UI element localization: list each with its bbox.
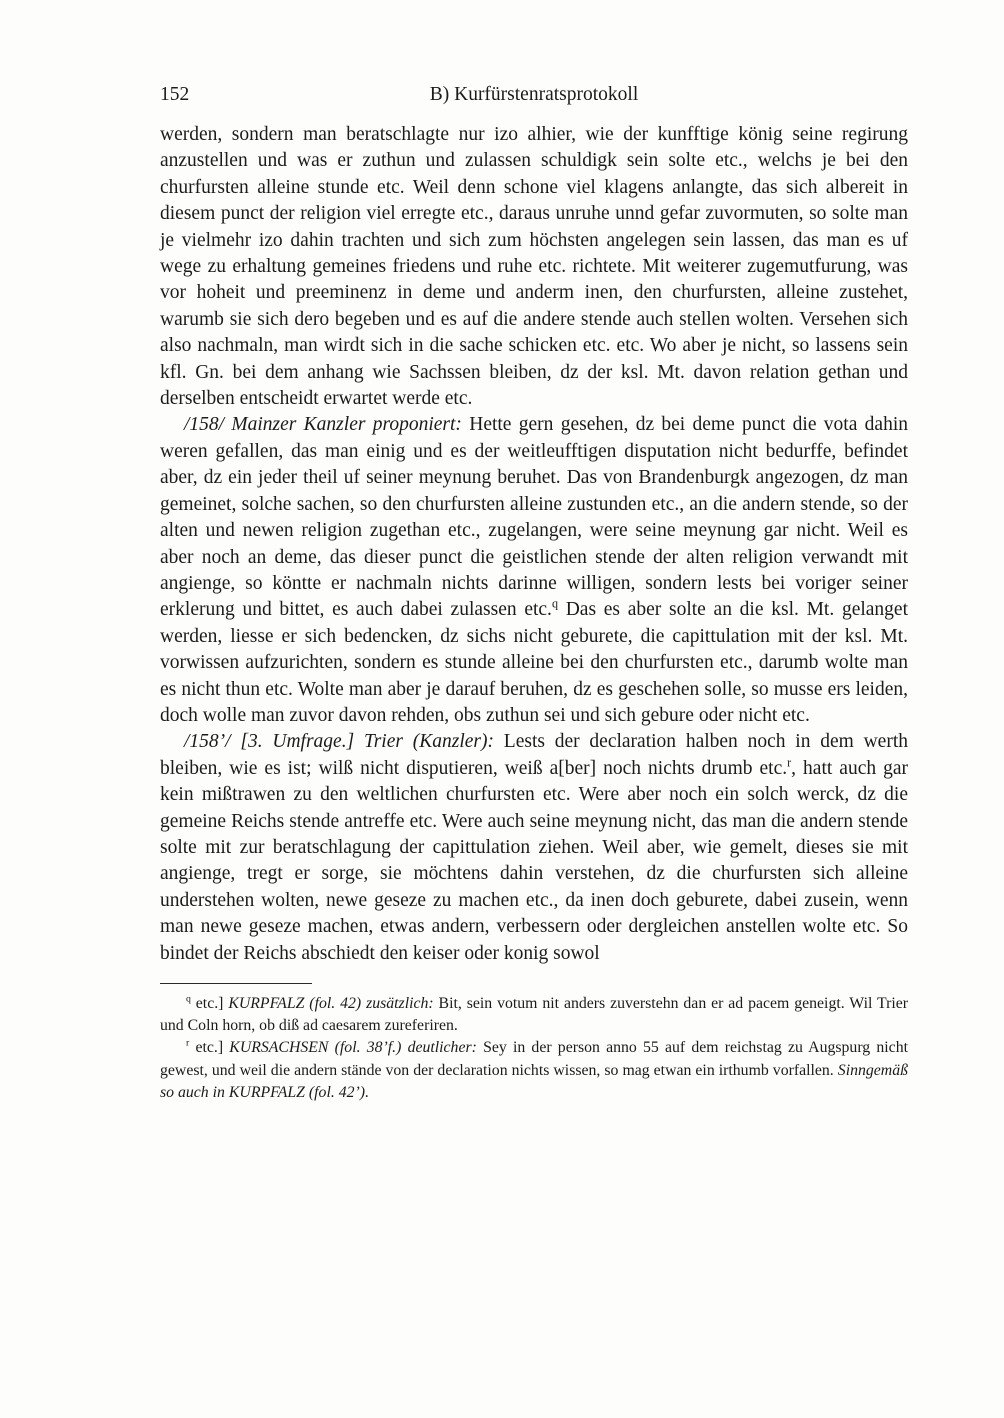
footnote-marker: r [787, 755, 792, 770]
text-segment: Sinngemäß so auch in KURPFALZ (fol. 42’). [160, 1061, 908, 1101]
footnote-marker: q [186, 993, 191, 1005]
text-segment: Das es aber solte an die ksl. Mt. gelanget werden, liesse er sich bedencken, dz sichs nicht geburete, die capittulation mit der ksl. Mt. vorwissen aufzurichten, sondern es stunde alleine bei den churfursten etc., darumb wolte man es nicht thun etc. Wolte man aber je darauf beruhen, dz es geschehen solle, so musse ers leiden, doch wolle man zuvor davon rehden, obs zuthun sei und sich gebure oder nicht etc. [160, 599, 908, 726]
text-segment: KURPFALZ (fol. 42) zusätzlich: [228, 995, 434, 1012]
footnote-marker: r [186, 1038, 190, 1050]
footnote-separator [160, 983, 312, 984]
text-segment: KURSACHSEN (fol. 38’f.) deutlicher: [229, 1039, 477, 1057]
text-segment: Sey in der person anno 55 auf dem reichstag zu Augspurg nicht gewest, und weil die andern stände von der declaration nichts wissen, so mag etwan ein irthumb vorfallen. [160, 1039, 908, 1079]
running-head: B) Kurfürstenratsprotokoll [429, 84, 639, 105]
text-segment: Lests der declaration halben noch in dem werth bleiben, wie es ist; wilß nicht disputieren, weiß a[ber] noch nichts drumb etc. [160, 731, 909, 779]
body-text [160, 122, 908, 967]
text-segment: /158/ Mainzer Kanzler proponiert: [184, 414, 462, 436]
page-number: 152 [160, 84, 190, 105]
footnote-r [160, 1037, 908, 1104]
text-segment: etc.] [189, 1039, 230, 1057]
footnote-marker: q [551, 596, 558, 611]
page-header [160, 84, 908, 122]
footnotes [160, 993, 908, 1104]
text-segment: Hette gern gesehen, dz bei deme punct die vota dahin weren gefallen, das man einig und es der weitleufftigen disputation nicht bedurffe, befindet aber, dz ein jeder theil uf seiner meynung beruhet. Das von Brandenburgk angezogen, dz man gemeinet, solche sachen, so den churfursten alleine zustunden etc., an die andern stende, so der alten und newen religion zugethan etc., zugelangen, were seine meynung gar nicht. Weil es aber noch an deme, das dieser punct die geistlichen stende der alten religion verwandt mit angienge, so köntte er nachmaln nichts darinne willigen, sondern lests bei voriger seiner erklerung und bittet, es auch dabei zulassen etc. [160, 414, 908, 621]
text-segment: , hatt auch gar kein mißtrawen zu den weltlichen churfursten etc. Were aber noch ein solch werck, dz die gemeine Reichs stende antreffe etc. Were auch seine meynung nicht, das man die andern stende solte mit zur beratschlagung der capittulation ziehen. Weil aber, wie gemelt, dieses sie mit angienge, tregt er sorge, sie möchtens dahin verstehen, dz die churfursten sich alleine understehen wolten, newe geseze zu machen etc., da inen doch geburete, dabei zusein, wenn man newe geseze machen, etwas andern, verbessern oder dergleichen anstellen wolte etc. So bindet der Reichs abschiedt den keiser oder konig sowol [160, 757, 908, 964]
text-segment: werden, sondern man beratschlagte nur izo alhier, wie der kunfftige könig seine regirung anzustellen und was er zuthun und zulassen schuldigk sein solte etc., welchs je bei den churfursten alleine stunde etc. Weil denn schone viel klagens anlangte, das sich albereit in diesem punct der religion viel erregte etc., daraus unruhe unnd gefar zuvormuten, so solte man je vielmehr izo dahin trachten und sich zum höchsten angelegen sein lassen, das man es uf wege zu erhaltung gemeines friedens und ruhe etc. richtete. Mit weiterer zugemutfurung, was vor hoheit und preeminenz in deme und anderm inen, den churfursten, alleine zustehet, warumb sie sich dero begeben und es auf die andere stende auch stellen wolten. Versehen sich also nachmaln, man wirdt sich in die sache schicken etc. etc. Wo aber je nicht, so lassens sein kfl. Gn. bei dem anhang wie Sachssen bleiben, dz der ksl. Mt. davon relation gethan und derselben entscheidt erwartet werde etc. [160, 124, 908, 410]
text-segment: /158’/ [3. Umfrage.] Trier (Kanzler): [184, 731, 494, 753]
text-segment: Bit, sein votum nit anders zuverstehn dan er ad pacem geneigt. Wil Trier und Coln horn, ob diß ad caesarem zureferiren. [160, 995, 908, 1035]
mainz-chancellor-paragraph [160, 412, 908, 729]
text-segment: etc.] [190, 995, 229, 1012]
trier-chancellor-paragraph [160, 729, 908, 967]
footnote-q [160, 993, 908, 1037]
opening-continuation-paragraph [160, 122, 908, 412]
text-block [160, 84, 908, 1104]
